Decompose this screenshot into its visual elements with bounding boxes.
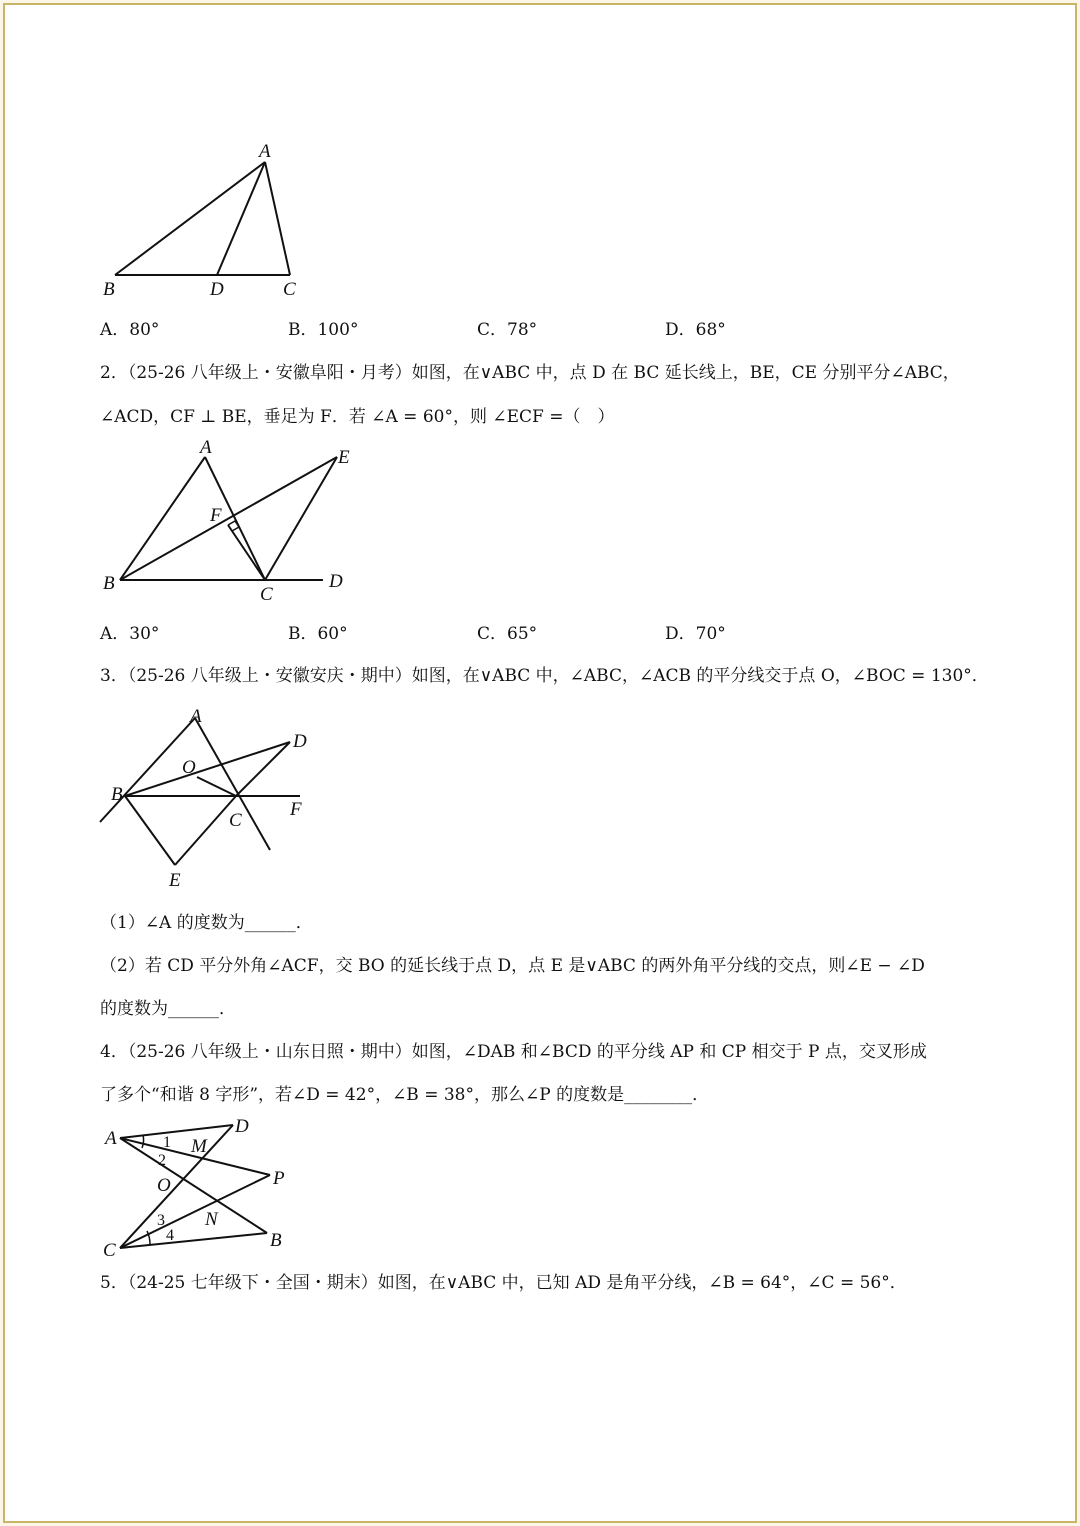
q1-choice-c[interactable]: C．78° [477,320,538,340]
q3-line-be [125,796,175,865]
q4-angle-1: 1 [163,1134,171,1151]
q1-side-ab [115,162,265,275]
q2-choice-c[interactable]: C．65° [477,624,538,644]
q3-line-ce [175,796,236,865]
q2-figure [95,435,375,605]
worksheet-page [3,3,1077,1523]
q4-label-o: O [157,1175,171,1196]
q4-angle-arc-a [142,1135,144,1148]
q4-angle-2: 2 [158,1152,166,1169]
q3-label-c: C [229,810,242,831]
q2-label-f: F [210,505,222,526]
q2-stem-line2: ∠ACD，CF ⊥ BE，垂足为 F．若 ∠A = 60°，则 ∠ECF =（ ） [100,407,615,427]
q1-triangle-figure [95,135,325,300]
q1-label-a: A [259,141,271,162]
q3-label-e: E [169,870,181,891]
q4-label-a: A [105,1128,117,1149]
q2-line-ce [265,457,337,580]
q4-angle-4: 4 [166,1227,174,1244]
q3-label-o: O [182,757,196,778]
q2-label-d: D [329,571,343,592]
q2-side-ab [120,457,205,580]
q1-label-d: D [210,279,224,300]
q1-side-ac [265,162,290,275]
q1-label-b: B [103,279,115,300]
q3-part2-line2: 的度数为______． [100,999,236,1019]
q3-label-b: B [111,784,123,805]
q1-label-c: C [283,279,296,300]
q4-label-d: D [235,1116,249,1137]
q4-label-n: N [205,1209,218,1230]
q4-stem-line2: 了多个“和谐 8 字形”，若∠D = 42°，∠B = 38°，那么∠P 的度数是________． [100,1085,710,1105]
q4-label-b: B [270,1230,282,1251]
q1-choice-b[interactable]: B．100° [288,320,359,340]
q4-figure [95,1113,305,1263]
q4-line-cb [120,1233,267,1248]
q1-choice-d[interactable]: D．68° [665,320,726,340]
q4-angle-3: 3 [157,1212,165,1229]
q2-label-a: A [200,437,212,458]
q3-stem-line1: 3．（25-26 八年级上・安徽安庆・期中）如图，在∨ABC 中，∠ABC，∠ACB 的平分线交于点 O，∠BOC = 130°． [100,666,989,686]
q2-label-e: E [338,447,350,468]
q2-line-be [120,457,337,580]
q3-label-a: A [190,706,202,727]
q3-label-d: D [293,731,307,752]
q2-choice-a[interactable]: A．30° [100,624,160,644]
q4-label-p: P [273,1168,285,1189]
q2-line-cf [228,525,265,580]
q3-part1: （1）∠A 的度数为______． [100,913,313,933]
q4-label-m: M [191,1136,207,1157]
q2-label-b: B [103,573,115,594]
q2-choice-b[interactable]: B．60° [288,624,348,644]
q2-stem-line1: 2．（25-26 八年级上・安徽阜阳・月考）如图，在∨ABC 中，点 D 在 BC 延长线上，BE，CE 分别平分∠ABC， [100,363,960,383]
q4-stem-line1: 4．（25-26 八年级上・山东日照・期中）如图，∠DAB 和∠BCD 的平分线 AP 和 CP 相交于 P 点，交叉形成 [100,1042,927,1062]
q4-line-ad [120,1125,233,1138]
q2-label-c: C [260,584,273,605]
q3-part2-line1: （2）若 CD 平分外角∠ACF，交 BO 的延长线于点 D，点 E 是∨ABC 的两外角平分线的交点，则∠E − ∠D [100,956,925,976]
q3-label-f: F [290,799,302,820]
q3-line-b-ext [100,718,195,822]
q1-choice-a[interactable]: A．80° [100,320,160,340]
q2-choice-d[interactable]: D．70° [665,624,726,644]
q5-stem-line1: 5．（24-25 七年级下・全国・期末）如图，在∨ABC 中，已知 AD 是角平分线，∠B = 64°，∠C = 56°． [100,1273,907,1293]
q4-label-c: C [103,1240,116,1261]
q3-figure [95,700,355,895]
